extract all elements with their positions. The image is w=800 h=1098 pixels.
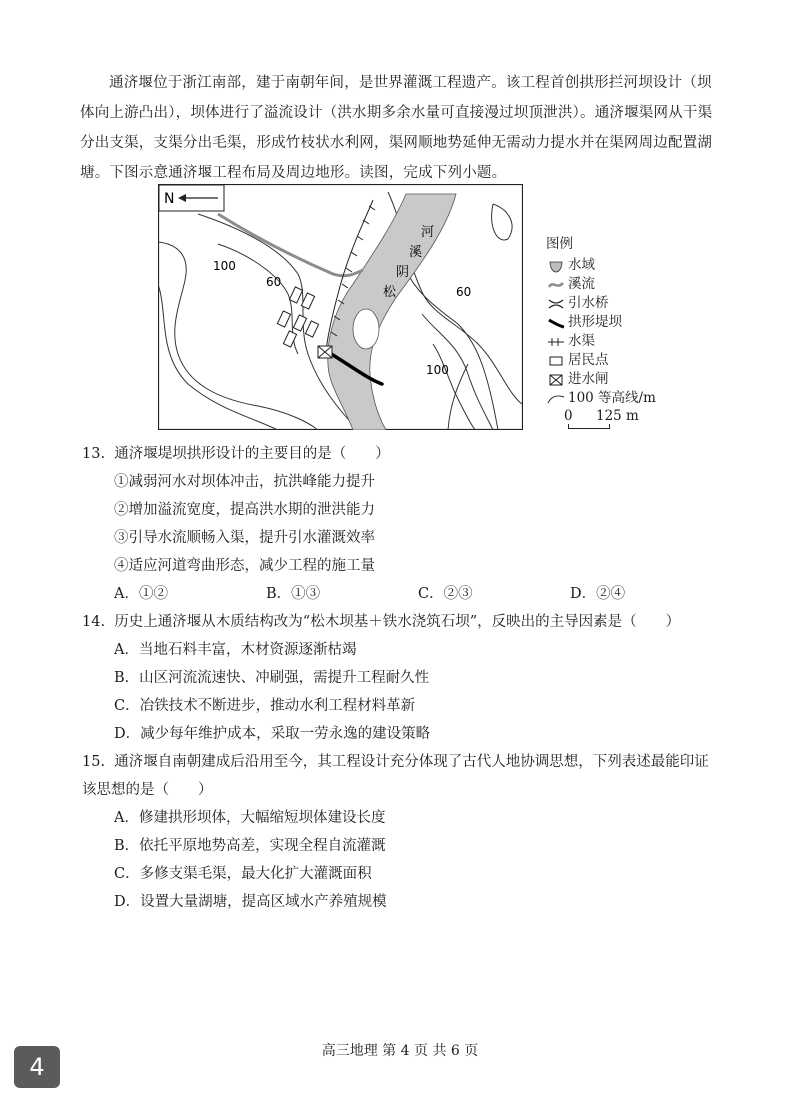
legend-item: 进水闸 [546, 370, 676, 389]
legend-item: 居民点 [546, 351, 676, 370]
option-b: B．山区河流流速快、冲刷强，需提升工程耐久性 [114, 670, 430, 686]
intake-gate-icon [546, 372, 566, 388]
legend-item: 水域 [546, 256, 676, 275]
legend-item: 溪流 [546, 275, 676, 294]
question-13-stem: 通济堰堤坝拱形设计的主要目的是（ ） [114, 446, 390, 462]
option-b: B．依托平原地势高差，实现全程自流灌溉 [114, 838, 386, 854]
water-icon [546, 258, 566, 274]
option-b: B．①③ [266, 586, 321, 602]
map-legend [546, 232, 676, 430]
canal-icon [546, 334, 566, 350]
scale-zero: 0 [564, 408, 573, 424]
north-label: N [164, 191, 175, 207]
arch-dam-icon [546, 315, 566, 331]
contour-label-100-left: 100 [213, 259, 236, 273]
option-c: C．多修支渠毛渠，最大化扩大灌溉面积 [114, 866, 372, 882]
option-a: A．①② [114, 586, 168, 602]
option-d: D．减少每年维护成本，采取一劳永逸的建设策略 [114, 726, 431, 742]
option-d: D．②④ [570, 586, 626, 602]
river-char-1: 河 [421, 225, 435, 240]
intro-paragraph: 通济堰位于浙江南部，建于南朝年间，是世界灌溉工程遗产。该工程首创拱形拦河坝设计（坝体向上游凸出），坝体进行了溢流设计（洪水期多余水量可直接漫过坝顶泄洪）。通济堰渠网从干渠分出支渠，支渠分出毛渠，形成竹枝状水利网，渠网顺地势延伸无需动力提水并在渠网周边配置湖塘。下图示意通济堰工程布局及周边地形。读图，完成下列小题。 [80, 75, 713, 181]
question-13: 13. 通济堰堤坝拱形设计的主要目的是（ ） ①减弱河水对坝体冲击，抗洪峰能力提升 ②增加溢流宽度，提高洪水期的泄洪能力 ③引导水流顺畅入渠，提升引水灌溉效率 ④适应河道弯曲形态，减少工程的施工量 A．①② B．①③ C．②③ D．②④ [82, 440, 722, 608]
statement: ③引导水流顺畅入渠，提升引水灌溉效率 [114, 530, 375, 546]
terrain-map [158, 184, 523, 430]
river-char-3: 阴 [396, 265, 410, 280]
option-c: C．冶铁技术不断进步，推动水利工程材料革新 [114, 698, 416, 714]
option-c: C．②③ [418, 586, 473, 602]
river-char-2: 溪 [409, 245, 423, 260]
page-number-badge[interactable]: 4 [14, 1046, 60, 1088]
legend-item: 拱形堤坝 [546, 313, 676, 332]
stream-icon [546, 277, 566, 293]
river-island [353, 309, 379, 349]
statement: ①减弱河水对坝体冲击，抗洪峰能力提升 [114, 474, 375, 490]
legend-item: 水渠 [546, 332, 676, 351]
settlement-icon [546, 353, 566, 369]
option-a: A．当地石料丰富，木材资源逐渐枯竭 [114, 642, 357, 658]
aqueduct-bridge-icon [546, 296, 566, 312]
contour-label-60-right: 60 [456, 285, 472, 299]
option-d: D．设置大量湖塘，提高区域水产养殖规模 [114, 894, 387, 910]
question-14: 14. 历史上通济堰从木质结构改为“松木坝基＋铁水浇筑石坝”，反映出的主导因素是（ ） A．当地石料丰富，木材资源逐渐枯竭 B．山区河流流速快、冲刷强，需提升工程耐久性 C．冶铁技术不断进步，推动水利工程材料革新 D．减少每年维护成本，采取一劳永逸的建设策略 [82, 608, 722, 748]
scale-bar [546, 410, 676, 430]
contour-label-100-right: 100 [426, 363, 449, 377]
scale-value: 125 m [596, 408, 639, 424]
option-a: A．修建拱形坝体，大幅缩短坝体建设长度 [114, 810, 386, 826]
contour-icon [546, 391, 566, 407]
statement: ②增加溢流宽度，提高洪水期的泄洪能力 [114, 502, 375, 518]
statement: ④适应河道弯曲形态，减少工程的施工量 [114, 558, 375, 574]
legend-title: 图例 [546, 236, 573, 252]
question-15: 15. 通济堰自南朝建成后沿用至今，其工程设计充分体现了古代人地协调思想，下列表述最能印证该思想的是（ ） A．修建拱形坝体，大幅缩短坝体建设长度 B．依托平原地势高差，实现全程自流灌溉 C．多修支渠毛渠，最大化扩大灌溉面积 D．设置大量湖塘，提高区域水产养殖规模 [82, 748, 722, 916]
legend-item: 100 等高线/m [546, 389, 676, 408]
question-14-stem: 历史上通济堰从木质结构改为“松木坝基＋铁水浇筑石坝”，反映出的主导因素是（ ） [114, 614, 681, 630]
legend-item: 引水桥 [546, 294, 676, 313]
contour-label-60-left: 60 [266, 275, 282, 289]
question-15-stem: 通济堰自南朝建成后沿用至今，其工程设计充分体现了古代人地协调思想，下列表述最能印证该思想的是（ ） [82, 754, 709, 798]
page-footer: 高三地理 第 4 页 共 6 页 [321, 1043, 479, 1059]
river-char-4: 松 [383, 285, 397, 300]
